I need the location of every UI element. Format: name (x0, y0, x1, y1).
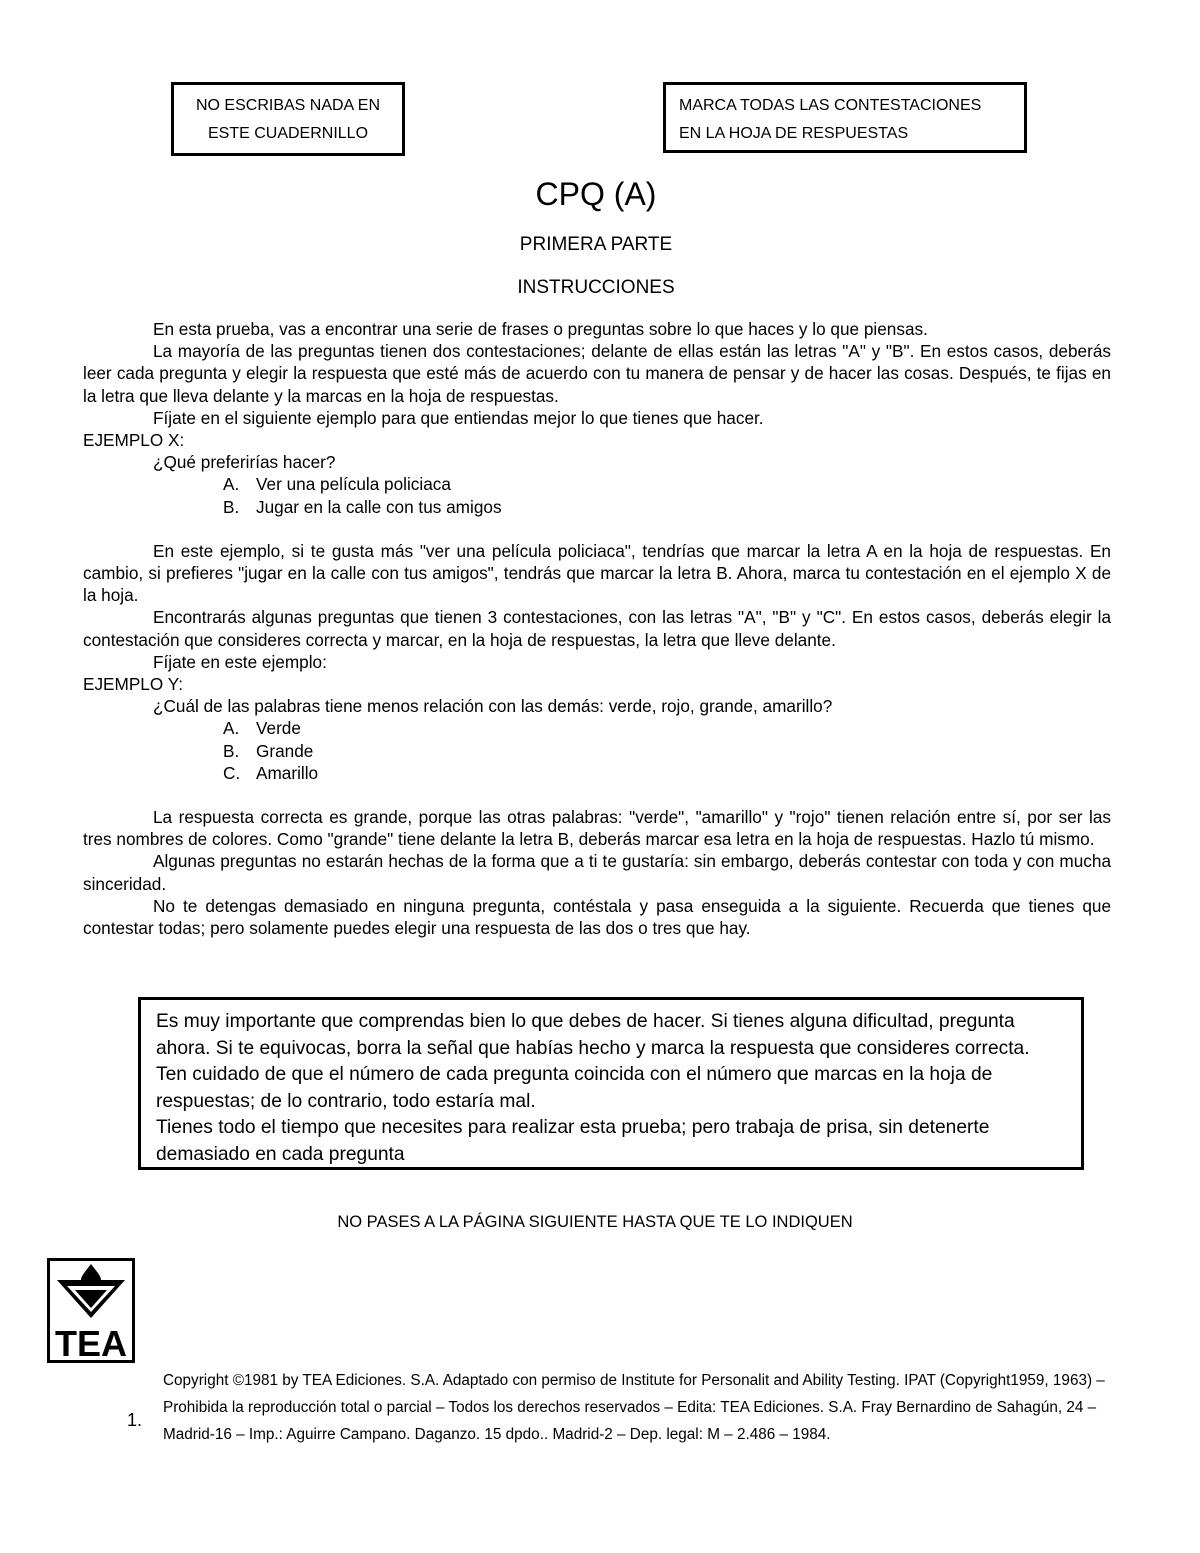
paragraph: Fíjate en el siguiente ejemplo para que entiendas mejor lo que tienes que hacer. (153, 407, 764, 428)
logo-wordmark: TEA (55, 1323, 127, 1363)
example-x-option (83, 473, 1111, 495)
example-y-option (83, 740, 1111, 762)
option-letter: B. (223, 740, 240, 761)
paragraph: En esta prueba, vas a encontrar una serie de frases o preguntas sobre lo que haces y lo que piensas. (153, 319, 928, 339)
notice-box-right-line2: EN LA HOJA DE RESPUESTAS (679, 125, 909, 142)
spacer (83, 518, 1111, 540)
option-text: Jugar en la calle con tus amigos (256, 496, 502, 517)
paragraph: En este ejemplo, si te gusta más "ver una película policiaca", tendrías que marcar la letra A en la hoja de respuestas. En cambio, si prefieres "jugar en la calle con tus amigos", tendrás que marcar la letra B. Ahora, marca tu contestación en el ejemplo X de la hoja. (83, 540, 1111, 606)
instructions-body (83, 318, 1111, 939)
notice-paragraph: Tienes todo el tiempo que necesites para realizar esta prueba; pero trabaja de prisa, sin detenerte demasiado en cada pregunta (156, 1117, 990, 1165)
notice-box-left-line1: NO ESCRIBAS NADA EN (195, 97, 381, 114)
paragraph: La mayoría de las preguntas tienen dos contestaciones; delante de ellas están las letras "A" y "B". En estos casos, deberás leer cada pregunta y elegir la respuesta que esté más de acuerdo con tu manera de pensar y de hacer las cosas. Después, te fijas en la letra que lleva delante y la marcas en la hoja de respuestas. (83, 341, 1111, 406)
paragraph: Algunas preguntas no estarán hechas de la forma que a ti te gustaría: sin embargo, deberás contestar con toda y con mucha sinceridad. (83, 851, 1111, 894)
example-x-question: ¿Qué preferirías hacer? (153, 452, 336, 473)
notice-box-left-line2: ESTE CUADERNILLO (207, 125, 369, 142)
paragraph: Fíjate en este ejemplo: (153, 651, 327, 672)
option-letter: C. (223, 762, 241, 783)
paragraph: No te detengas demasiado en ninguna pregunta, contéstala y pasa enseguida a la siguiente. Recuerda que tienes que contestar todas; pero solamente puedes elegir una respuesta de las dos o tres que hay. (83, 895, 1111, 939)
example-x-option (83, 496, 1111, 518)
example-y-question: ¿Cuál de las palabras tiene menos relación con las demás: verde, rojo, grande, amarillo? (153, 696, 833, 717)
notice-box-right-line1: MARCA TODAS LAS CONTESTACIONES (679, 97, 982, 114)
important-notice-box (138, 997, 1084, 1170)
instructions-heading: INSTRUCCIONES (517, 277, 675, 298)
example-x-label: EJEMPLO X: (83, 430, 185, 451)
option-text: Verde (256, 718, 301, 739)
notice-box-right (663, 82, 1027, 153)
do-not-turn-page-notice: NO PASES A LA PÁGINA SIGUIENTE HASTA QUE TE LO INDIQUEN (337, 1213, 853, 1231)
section-subtitle: PRIMERA PARTE (519, 234, 673, 255)
paragraph: Encontrarás algunas preguntas que tienen 3 contestaciones, con las letras "A", "B" y "C". En estos casos, deberás elegir la contestación que consideres correcta y marcar, en la hoja de respuestas, la letra que lleve delante. (83, 607, 1111, 650)
tea-logo (47, 1258, 135, 1363)
example-y-label: EJEMPLO Y: (83, 674, 183, 695)
page-number: 1. (127, 1410, 143, 1430)
paragraph: La respuesta correcta es grande, porque las otras palabras: "verde", "amarillo" y "rojo" tienen relación entre sí, por ser las tres nombres de colores. Como "grande" tiene delante la letra B, deberás marcar esa letra en la hoja de respuestas. Hazlo tú mismo. (83, 807, 1111, 850)
copyright-notice: Copyright ©1981 by TEA Ediciones. S.A. Adaptado con permiso de Institute for Personalit and Ability Testing. IPAT (Copyright1959, 1963) – Prohibida la reproducción total o parcial – Todos los derechos reservados – Edita: TEA Ediciones. S.A. Fray Bernardino de Sahagún, 24 – Madrid-16 – Imp.: Aguirre Campano. Daganzo. 15 dpdo.. Madrid-2 – Dep. legal: M – 2.486 – 1984. (163, 1372, 1105, 1443)
spacer (83, 784, 1111, 806)
option-text: Grande (256, 740, 314, 761)
option-text: Ver una película policiaca (256, 474, 451, 495)
notice-paragraph: Es muy importante que comprendas bien lo que debes de hacer. Si tienes alguna dificultad, pregunta ahora. Si te equivocas, borra la señal que habías hecho y marca la respuesta que consideres correcta. Ten cuidado de que el número de cada pregunta coincida con el número que marcas en la hoja de respuestas; de lo contrario, todo estaría mal. (156, 1011, 1030, 1112)
option-letter: A. (223, 718, 240, 739)
option-text: Amarillo (256, 762, 319, 783)
notice-box-left (171, 82, 405, 156)
option-letter: A. (223, 474, 240, 495)
example-y-option (83, 762, 1111, 784)
example-y-option (83, 717, 1111, 739)
option-letter: B. (223, 496, 240, 517)
page-title: CPQ (A) (535, 176, 657, 212)
